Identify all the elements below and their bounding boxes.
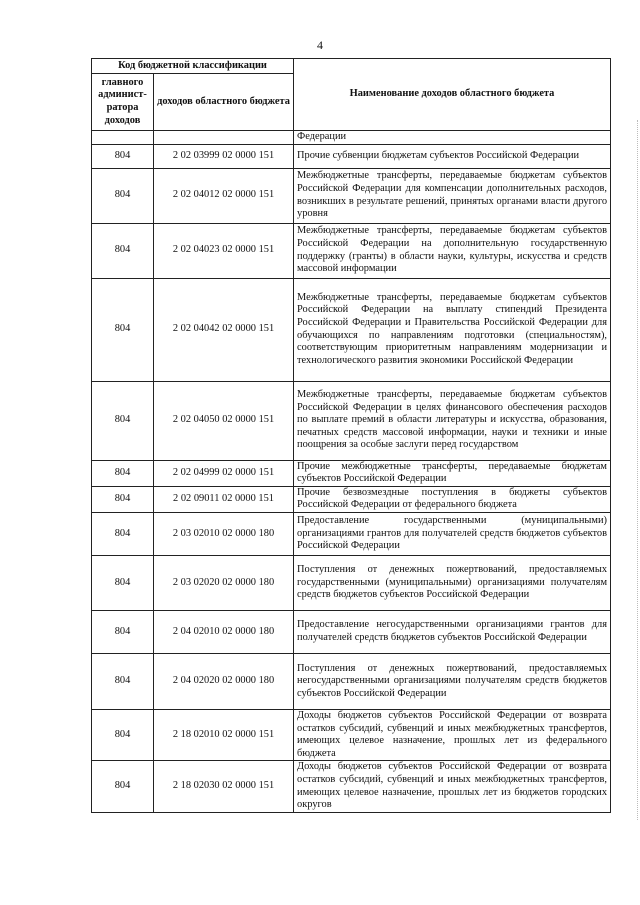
admin-code-cell: 804 <box>92 512 154 555</box>
admin-code-cell: 804 <box>92 168 154 223</box>
table-row <box>92 653 611 709</box>
revenue-code-cell: 2 02 09011 02 0000 151 <box>154 486 294 512</box>
page-number: 4 <box>317 38 323 52</box>
revenue-code-cell: 2 03 02020 02 0000 180 <box>154 555 294 610</box>
revenue-code-cell: 2 18 02010 02 0000 151 <box>154 709 294 760</box>
table-row <box>92 709 611 760</box>
revenue-code-cell <box>154 131 294 145</box>
revenue-name-cell: Межбюджетные трансферты, передаваемые бюджетам субъектов Российской Федерации в целях финансового обеспечения расходов по выплате премий в области литературы и искусства, образования, печатных средств массовой информации, науки и техники и иные поощрения за особые заслуги перед государством <box>294 381 611 460</box>
admin-code-cell: 804 <box>92 610 154 653</box>
revenue-name-cell: Поступления от денежных пожертвований, предоставляемых государственными (муниципальными) организациями получателям средств бюджетов субъектов Российской Федерации <box>294 555 611 610</box>
admin-code-cell: 804 <box>92 709 154 760</box>
table-row <box>92 168 611 223</box>
revenue-code-cell: 2 04 02020 02 0000 180 <box>154 653 294 709</box>
revenue-name-cell: Межбюджетные трансферты, передаваемые бюджетам субъектов Российской Федерации на выплату стипендий Президента Российской Федерации и Правительства Российской Федерации для обучающихся по направлениям подготовки (специальностям), соответствующим приоритетным направлениям модернизации и технологического развития экономики Российской Федерации <box>294 278 611 381</box>
admin-code-cell: 804 <box>92 653 154 709</box>
table-row <box>92 512 611 555</box>
revenue-name-cell: Поступления от денежных пожертвований, предоставляемых негосударственными организациями получателям средств бюджетов субъектов Российской Федерации <box>294 653 611 709</box>
revenue-code-cell: 2 18 02030 02 0000 151 <box>154 761 294 812</box>
table-row <box>92 278 611 381</box>
revenue-name-header: Наименование доходов областного бюджета <box>294 59 611 131</box>
table-row <box>92 555 611 610</box>
revenue-name-cell: Доходы бюджетов субъектов Российской Федерации от возврата остатков субсидий, субвенций и иных межбюджетных трансфертов, имеющих целевое назначение, прошлых лет из федерального бюджета <box>294 709 611 760</box>
admin-code-cell: 804 <box>92 278 154 381</box>
revenue-name-cell: Прочие субвенции бюджетам субъектов Российской Федерации <box>294 144 611 168</box>
revenue-code-cell: 2 02 04023 02 0000 151 <box>154 223 294 278</box>
table-row <box>92 610 611 653</box>
table-row <box>92 131 611 145</box>
table-row <box>92 761 611 812</box>
revenue-code-cell: 2 02 04042 02 0000 151 <box>154 278 294 381</box>
revenue-code-cell: 2 02 04999 02 0000 151 <box>154 460 294 486</box>
table-row <box>92 144 611 168</box>
scan-edge-marks <box>636 120 638 820</box>
table-row <box>92 381 611 460</box>
admin-code-cell <box>92 131 154 145</box>
admin-code-cell: 804 <box>92 144 154 168</box>
admin-code-cell: 804 <box>92 761 154 812</box>
revenue-name-cell: Предоставление негосударственными организациями грантов для получателей средств бюджетов субъектов Российской Федерации <box>294 610 611 653</box>
revenue-name-cell: Предоставление государственными (муниципальными) организациями грантов для получателей средств бюджетов субъектов Российской Федерации <box>294 512 611 555</box>
admin-code-cell: 804 <box>92 555 154 610</box>
budget-classification-code-header: Код бюджетной классификации <box>92 59 294 74</box>
admin-code-cell: 804 <box>92 460 154 486</box>
revenue-name-cell: Прочие безвозмездные поступления в бюджеты субъектов Российской Федерации от федерального бюджета <box>294 486 611 512</box>
revenue-code-cell: 2 04 02010 02 0000 180 <box>154 610 294 653</box>
revenue-code-cell: 2 02 04050 02 0000 151 <box>154 381 294 460</box>
chief-administrator-header: главного админист-ратора доходов <box>92 74 154 131</box>
admin-code-cell: 804 <box>92 223 154 278</box>
revenue-name-cell: Доходы бюджетов субъектов Российской Федерации от возврата остатков субсидий, субвенций и иных межбюджетных трансфертов, имеющих целевое назначение, прошлых лет из бюджетов городских округов <box>294 761 611 812</box>
table-row <box>92 223 611 278</box>
revenue-name-cell: Федерации <box>294 131 611 145</box>
table-row <box>92 460 611 486</box>
revenue-code-cell: 2 02 03999 02 0000 151 <box>154 144 294 168</box>
revenue-name-cell: Межбюджетные трансферты, передаваемые бюджетам субъектов Российской Федерации на дополнительную государственную поддержку (гранты) в области науки, культуры, искусства и средств массовой информации <box>294 223 611 278</box>
admin-code-cell: 804 <box>92 486 154 512</box>
revenue-name-cell: Прочие межбюджетные трансферты, передаваемые бюджетам субъектов Российской Федерации <box>294 460 611 486</box>
revenue-code-cell: 2 03 02010 02 0000 180 <box>154 512 294 555</box>
revenue-name-cell: Межбюджетные трансферты, передаваемые бюджетам субъектов Российской Федерации для компенсации дополнительных расходов, возникших в результате решений, принятых органами власти другого уровня <box>294 168 611 223</box>
table-row <box>92 486 611 512</box>
regional-budget-revenue-code-header: доходов областного бюджета <box>154 74 294 131</box>
revenue-classification-table <box>91 58 611 813</box>
admin-code-cell: 804 <box>92 381 154 460</box>
revenue-code-cell: 2 02 04012 02 0000 151 <box>154 168 294 223</box>
